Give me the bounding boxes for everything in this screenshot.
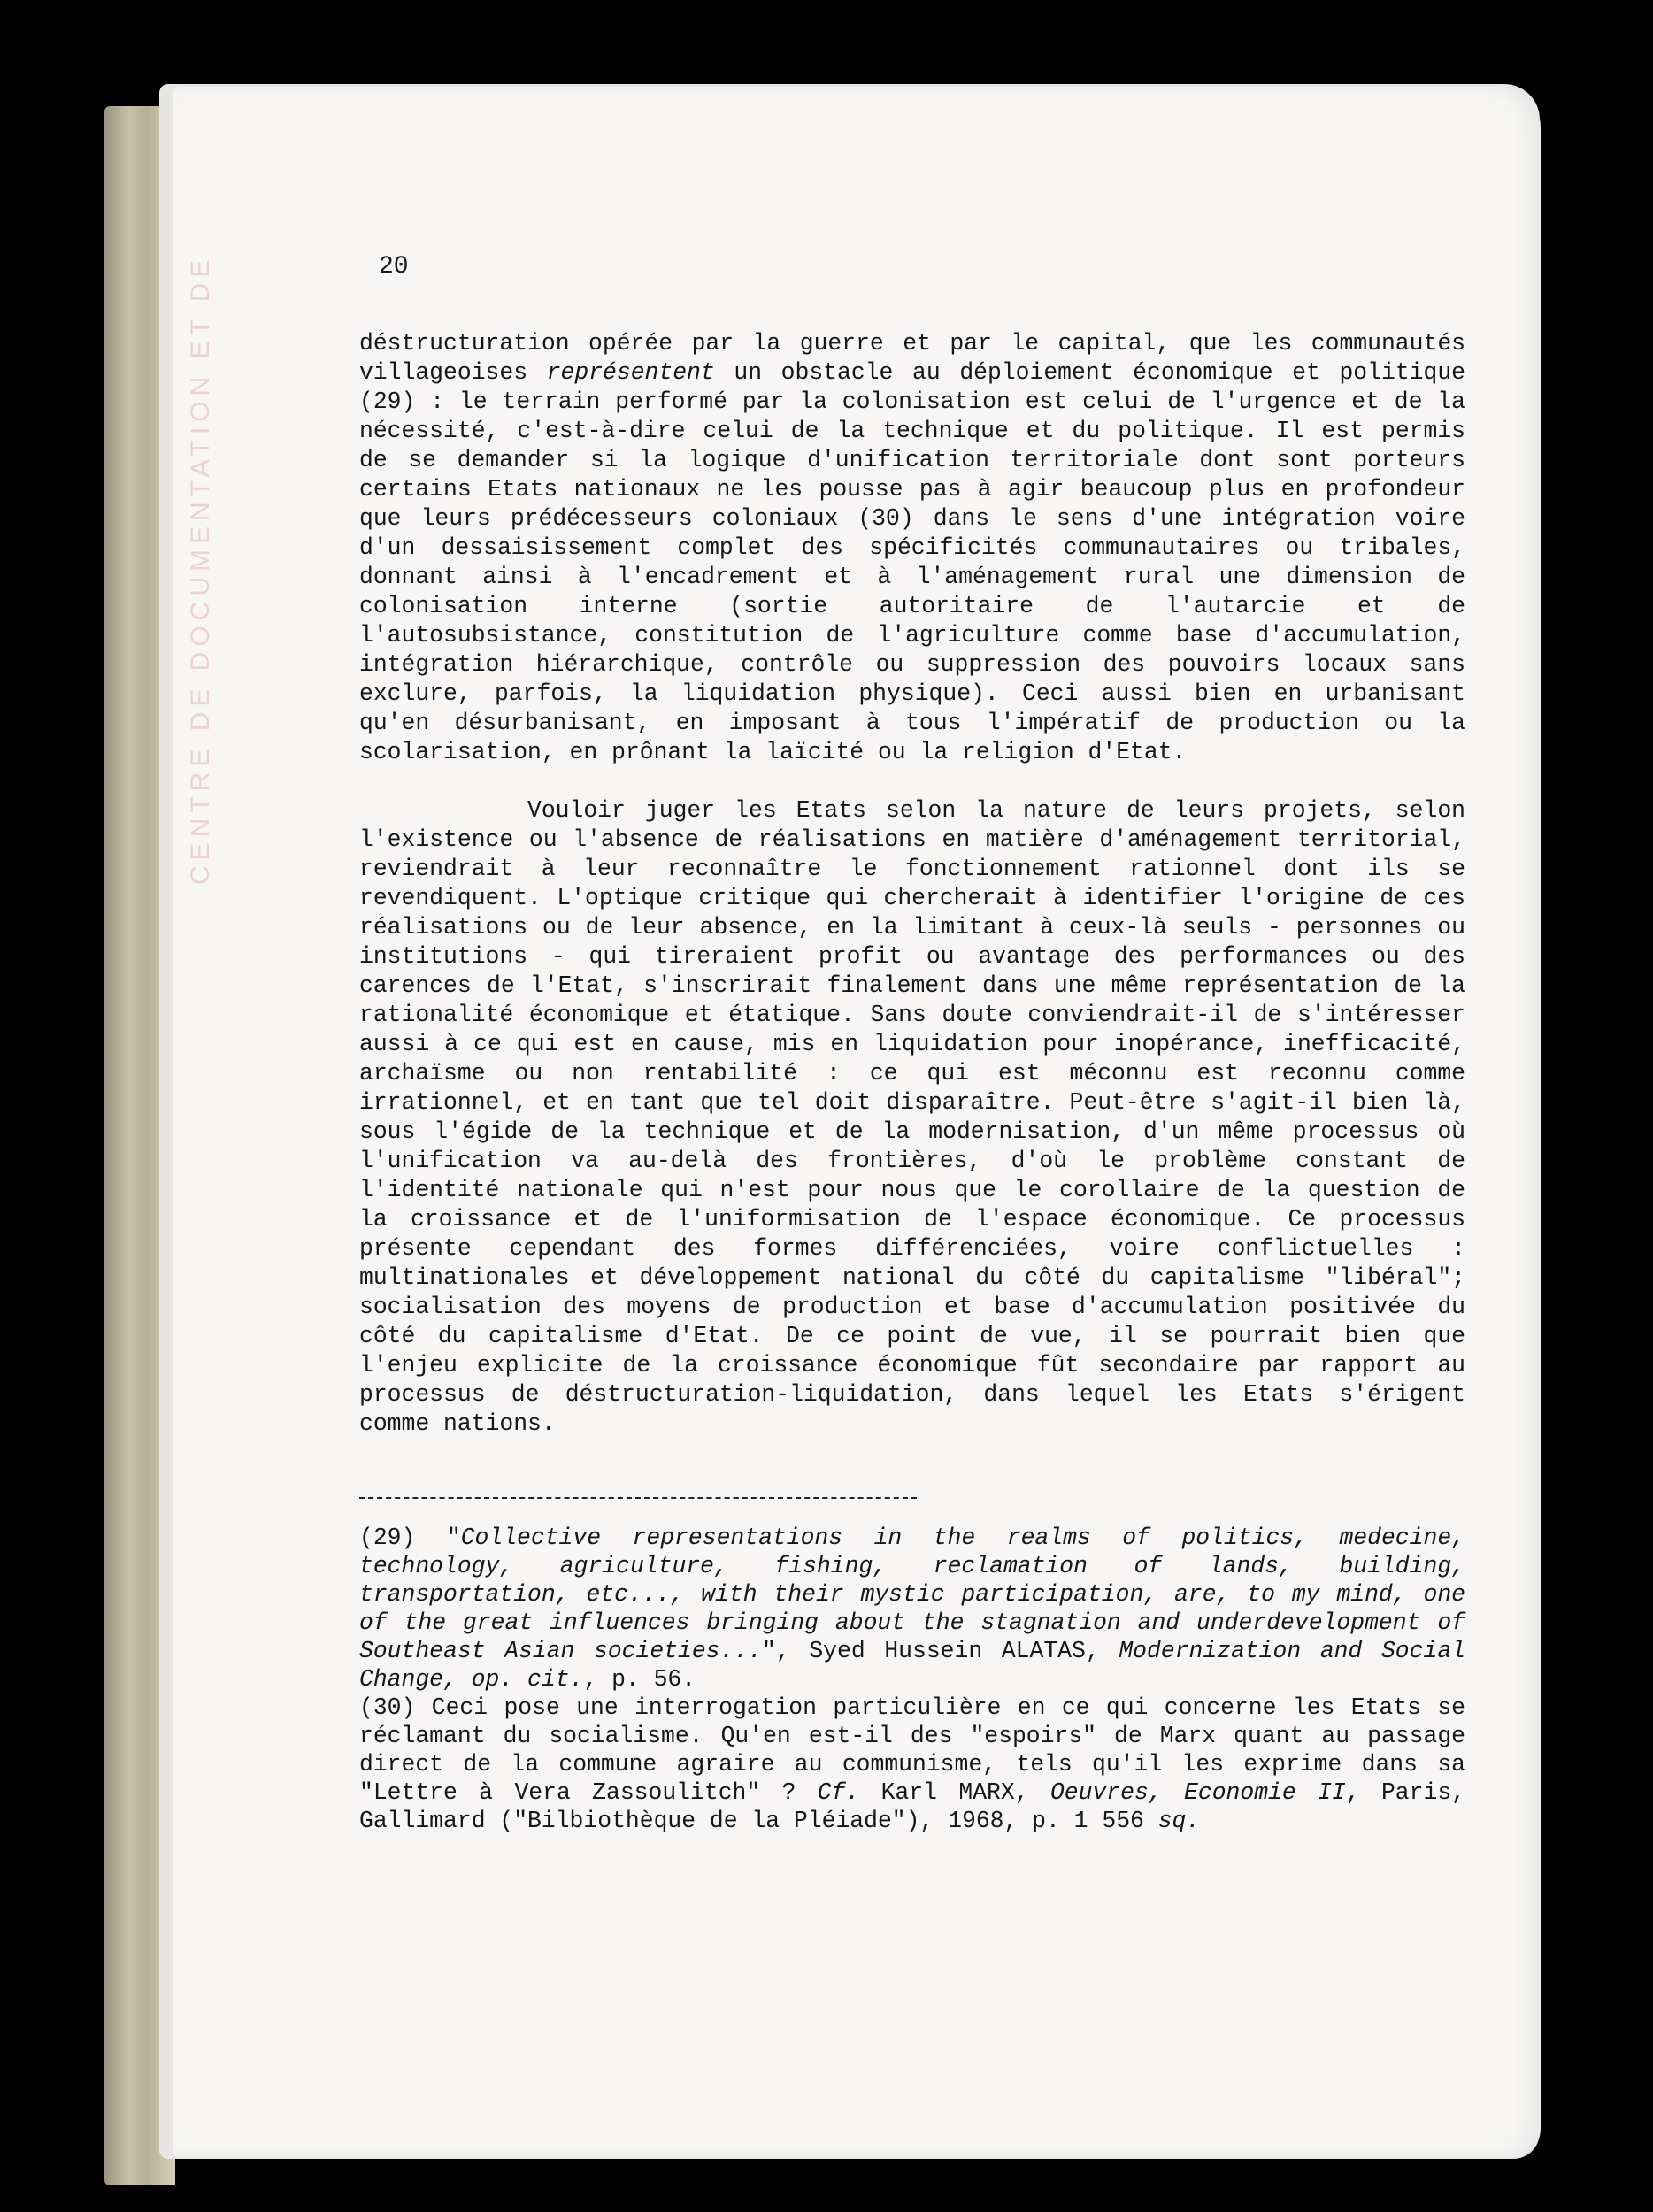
footnote-29 [359, 1524, 1465, 1694]
text-run: (29) " [359, 1525, 461, 1551]
text-run: , p. 56. [583, 1666, 696, 1693]
paragraph [359, 329, 1465, 767]
text-run: déstructuration opérée par la guerre et par le capital, que les communautés villageoises [359, 330, 1465, 386]
footnote-separator [359, 1497, 917, 1499]
text-run: Vouloir juger les Etats selon la nature de leurs projets, selon l'existence ou l'absence de réalisations en matière d'aménagement territorial, reviendrait à leur reconnaître le fonctionnement rationnel dont ils se revendiquent. L'optique critique qui chercherait à identifier l'origine de ces réalisations ou de leur absence, en la limitant à ceux-là seuls - personnes ou institutions - qui tireraient profit ou avantage des performances ou des carences de l'Etat, s'inscrirait finalement dans une même représentation de la rationalité économique et étatique. Sans doute conviendrait-il de s'intéresser aussi à ce qui est en cause, mis en liquidation pour inopérance, inefficacité, archaïsme ou non rentabilité : ce qui est méconnu est reconnu comme irrationnel, et en tant que tel doit disparaître. Peut-être s'agit-il bien là, sous l'égide de la technique et de la modernisation, d'un même processus où l'unification va au-delà des frontières, d'où le problème constant de l'identité nationale qui n'est pour nous que le corollaire de la question de la croissance et de l'uniformisation de l'espace économique. Ce processus présente cependant des formes différenciées, voire conflictuelles : multinationales et développement national du côté du capitalisme "libéral"; socialisation des moyens de production et base d'accumulation positivée du côté du capitalisme d'Etat. De ce point de vue, il se pourrait bien que l'enjeu explicite de la croissance économique fût secondaire par rapport au processus de déstructuration-liquidation, dans lequel les Etats s'érigent comme nations. [359, 797, 1465, 1437]
italic-run: Oeuvres, Economie II [1049, 1779, 1346, 1806]
page-number: 20 [379, 253, 409, 280]
paragraph [359, 796, 1465, 1439]
text-run: ", Syed Hussein ALATAS, [762, 1638, 1119, 1664]
italic-run: Modernization and Social Change, op. cit. [359, 1638, 1465, 1693]
footnote-30 [359, 1694, 1465, 1835]
text-run: un obstacle au déploiement économique et politique (29) : le terrain performé par la colonisation est celui de l'urgence et de la nécessité, c'est-à-dire celui de la technique et du politique. Il est permis de se demander si la logique d'unification territoriale dont sont porteurs certains Etats nationaux ne les pousse pas à agir beaucoup plus en profondeur que leurs prédécesseurs coloniaux (30) dans le sens d'une intégration voire d'un dessaisissement complet des spécificités communautaires ou tribales, donnant ainsi à l'encadrement et à l'aménagement rural une dimension de colonisation interne (sortie autoritaire de l'autarcie et de l'autosubsistance, constitution de l'agriculture comme base d'accumulation, intégration hiérarchique, contrôle ou suppression des pouvoirs locaux sans exclure, parfois, la liquidation physique). Ceci aussi bien en urbanisant qu'en désurbanisant, en imposant à tous l'impératif de production ou la scolarisation, en prônant la laïcité ou la religion d'Etat. [359, 359, 1465, 765]
body-text [359, 329, 1465, 1439]
text-run: , Paris, Gallimard ("Bilbiothèque de la Pléiade"), 1968, p. 1 556 [359, 1779, 1465, 1834]
italic-run: Collective representations in the realms of politics, medecine, technology, agriculture, fishing, reclamation of lands, building, transportation, etc..., with their mystic participation, are, to my mind, one of the great influences bringing about the stagnation and underdevelopment of Southeast Asian societies... [359, 1525, 1465, 1664]
italic-run: sq. [1157, 1808, 1201, 1834]
footnotes [359, 1524, 1465, 1835]
text-run: Karl MARX, [859, 1779, 1050, 1806]
text-run: (30) Ceci pose une interrogation particulière en ce qui concerne les Etats se réclamant du socialisme. Qu'en est-il des "espoirs" de Marx quant au passage direct de la commune agraire au communisme, tels qu'il les exprime dans sa "Lettre à Vera Zassoulitch" ? [359, 1694, 1465, 1806]
ghost-stamp: CENTRE DE DOCUMENTATION ET DE [186, 254, 215, 885]
italic-run: représentent [546, 359, 715, 386]
italic-run: Cf. [817, 1779, 860, 1806]
